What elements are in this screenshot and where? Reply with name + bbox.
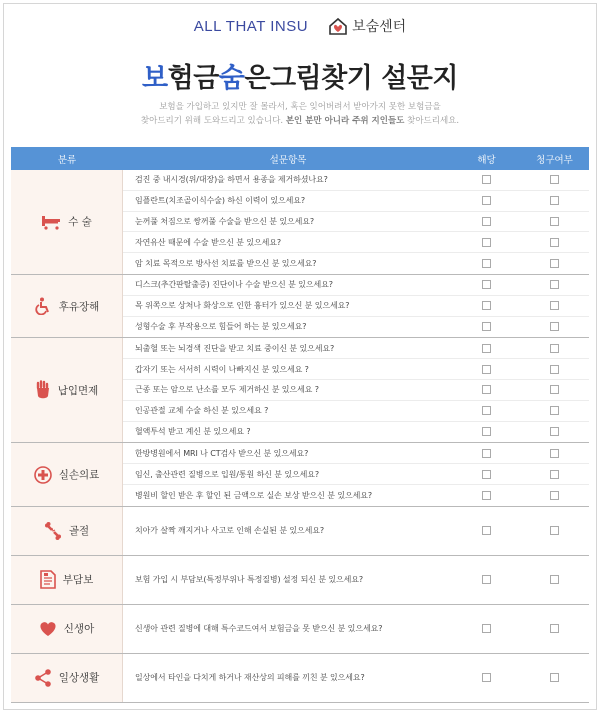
- table-row: [123, 296, 589, 317]
- claimed-cell: [520, 575, 589, 584]
- applies-cell: [453, 238, 520, 247]
- applies-cell: [453, 196, 520, 205]
- table-row: [123, 401, 589, 422]
- claimed-checkbox[interactable]: [550, 196, 559, 205]
- question-rows: [123, 275, 589, 337]
- applies-cell: [453, 175, 520, 184]
- claimed-checkbox[interactable]: [550, 526, 559, 535]
- claimed-cell: [520, 365, 589, 374]
- header-applies: 해당: [477, 154, 496, 166]
- applies-checkbox[interactable]: [482, 322, 491, 331]
- applies-cell: [453, 385, 520, 394]
- category-cell: [11, 338, 123, 442]
- question-text: 일상에서 타인을 다치게 하거나 재산상의 피해를 끼친 분 있으세요?: [135, 673, 365, 683]
- question-text: 병원비 할인 받은 후 할인 된 금액으로 실손 보상 받으신 분 있으세요?: [135, 490, 372, 500]
- applies-checkbox[interactable]: [482, 575, 491, 584]
- question-text: 인공관절 교체 수술 하신 분 있으세요 ?: [135, 406, 269, 416]
- applies-cell: [453, 217, 520, 226]
- category-group: [11, 275, 589, 338]
- question-text: 근종 또는 암으로 난소를 모두 제거하신 분 있으세요 ?: [135, 385, 319, 395]
- applies-cell: [453, 406, 520, 415]
- table-row: [123, 443, 589, 464]
- question-text: 디스크(추간판탈출증) 진단이나 수술 받으신 분 있으세요?: [135, 280, 333, 290]
- applies-cell: [453, 575, 520, 584]
- title-highlight-2: 숨: [218, 63, 245, 94]
- category-group: [11, 605, 589, 654]
- applies-checkbox[interactable]: [482, 217, 491, 226]
- table-row: [123, 170, 589, 191]
- question-text: 보험 가입 시 부담보(특정부위나 특정질병) 설정 되신 분 있으세요?: [135, 575, 364, 585]
- bosum-house-heart-icon: [328, 17, 348, 35]
- category-cell: [11, 443, 123, 505]
- applies-checkbox[interactable]: [482, 301, 491, 310]
- claimed-cell: [520, 196, 589, 205]
- intro-description: [0, 100, 600, 128]
- claimed-checkbox[interactable]: [550, 238, 559, 247]
- claimed-checkbox[interactable]: [550, 259, 559, 268]
- heart-icon: [39, 621, 57, 637]
- applies-checkbox[interactable]: [482, 470, 491, 479]
- page-title: [0, 56, 600, 95]
- applies-cell: [453, 673, 520, 682]
- table-row: [123, 359, 589, 380]
- category-label: 실손의료: [58, 469, 100, 482]
- claimed-checkbox[interactable]: [550, 344, 559, 353]
- question-rows: [123, 654, 589, 702]
- table-row: [123, 338, 589, 359]
- claimed-cell: [520, 385, 589, 394]
- applies-checkbox[interactable]: [482, 365, 491, 374]
- applies-checkbox[interactable]: [482, 259, 491, 268]
- applies-checkbox[interactable]: [482, 196, 491, 205]
- header-category: 분류: [57, 154, 77, 166]
- desc-line-1: 보험을 가입하고 있지만 잘 몰라서, 혹은 잊어버려서 받아가지 못한 보험금을: [159, 102, 441, 112]
- applies-checkbox[interactable]: [482, 673, 491, 682]
- category-label: 부담보: [62, 574, 94, 587]
- category-label: 납입면제: [57, 384, 99, 397]
- applies-checkbox[interactable]: [482, 427, 491, 436]
- question-text: 눈꺼풀 처짐으로 쌍꺼풀 수술을 받으신 분 있으세요?: [135, 216, 314, 226]
- claimed-checkbox[interactable]: [550, 385, 559, 394]
- claimed-checkbox[interactable]: [550, 575, 559, 584]
- claimed-checkbox[interactable]: [550, 427, 559, 436]
- category-group: [11, 507, 589, 556]
- bosum-center-logo: [328, 16, 406, 36]
- applies-checkbox[interactable]: [482, 385, 491, 394]
- table-row: [123, 422, 589, 443]
- question-text: 임신, 출산관련 질병으로 입원/통원 하신 분 있으세요?: [135, 469, 320, 479]
- table-row: [123, 275, 589, 296]
- desc-line-2-c: 찾아드리세요.: [404, 116, 460, 126]
- claimed-cell: [520, 673, 589, 682]
- claimed-checkbox[interactable]: [550, 470, 559, 479]
- applies-checkbox[interactable]: [482, 280, 491, 289]
- claimed-cell: [520, 624, 589, 633]
- question-text: 목 위쪽으로 상처나 화상으로 인한 흉터가 있으신 분 있으세요?: [135, 301, 350, 311]
- question-text: 자연유산 때문에 수술 받으신 분 있으세요?: [135, 237, 282, 247]
- applies-cell: [453, 624, 520, 633]
- allthatinsu-logo: ALL THAT INSU: [193, 17, 309, 35]
- category-cell: [11, 275, 123, 337]
- applies-cell: [453, 449, 520, 458]
- claimed-cell: [520, 301, 589, 310]
- question-text: 한방병원에서 MRI 나 CT검사 받으신 분 있으세요?: [135, 448, 309, 458]
- applies-checkbox[interactable]: [482, 238, 491, 247]
- question-rows: [123, 338, 589, 442]
- applies-checkbox[interactable]: [482, 406, 491, 415]
- applies-cell: [453, 259, 520, 268]
- category-cell: [11, 605, 123, 653]
- applies-checkbox[interactable]: [482, 449, 491, 458]
- title-part-1: 험금: [167, 63, 219, 94]
- category-label: 골절: [68, 525, 90, 538]
- question-text: 치아가 살짝 깨지거나 사고로 인해 손실된 분 있으세요?: [135, 526, 325, 536]
- category-cell: [11, 654, 123, 702]
- applies-cell: [453, 491, 520, 500]
- applies-checkbox[interactable]: [482, 491, 491, 500]
- applies-cell: [453, 322, 520, 331]
- question-text: 검진 중 내시경(위/대장)을 하면서 용종을 제거하셨나요?: [135, 175, 328, 185]
- brand-header: [0, 14, 600, 38]
- question-rows: [123, 605, 589, 653]
- claimed-cell: [520, 406, 589, 415]
- desc-line-2: [0, 114, 600, 128]
- question-text: 성형수술 후 부작용으로 힘들어 하는 분 있으세요?: [135, 322, 307, 332]
- table-header: [11, 147, 589, 170]
- table-row: [123, 654, 589, 702]
- claimed-cell: [520, 491, 589, 500]
- claimed-checkbox[interactable]: [550, 624, 559, 633]
- document-icon: [40, 570, 56, 589]
- applies-checkbox[interactable]: [482, 344, 491, 353]
- table-row: [123, 507, 589, 555]
- table-row: [123, 380, 589, 401]
- question-rows: [123, 443, 589, 505]
- survey-table: [11, 147, 589, 703]
- claimed-checkbox[interactable]: [550, 673, 559, 682]
- wheelchair-icon: [34, 297, 52, 315]
- question-text: 임플란트(치조골이식수술) 하신 이력이 있으세요?: [135, 196, 306, 206]
- table-row: [123, 317, 589, 338]
- claimed-checkbox[interactable]: [550, 322, 559, 331]
- medical-cross-icon: [34, 466, 52, 484]
- question-rows: [123, 556, 589, 604]
- applies-checkbox[interactable]: [482, 526, 491, 535]
- category-group: [11, 338, 589, 443]
- category-label: 수 술: [68, 216, 92, 229]
- category-cell: [11, 170, 123, 274]
- table-row: [123, 232, 589, 253]
- table-row: [123, 485, 589, 506]
- category-cell: [11, 556, 123, 604]
- claimed-cell: [520, 280, 589, 289]
- category-group: [11, 170, 589, 275]
- header-claimed: 청구여부: [536, 154, 573, 166]
- claimed-checkbox[interactable]: [550, 301, 559, 310]
- category-label: 일상생활: [58, 672, 100, 685]
- applies-checkbox[interactable]: [482, 175, 491, 184]
- question-text: 암 치료 목적으로 방사선 치료를 받으신 분 있으세요?: [135, 259, 317, 269]
- surgery-bed-icon: [41, 214, 61, 230]
- category-group: [11, 654, 589, 703]
- question-rows: [123, 170, 589, 274]
- table-body: [11, 170, 589, 703]
- claimed-cell: [520, 322, 589, 331]
- claimed-cell: [520, 470, 589, 479]
- table-row: [123, 253, 589, 274]
- question-text: 갑자기 또는 서서히 시력이 나빠지신 분 있으세요 ?: [135, 364, 309, 374]
- claimed-checkbox[interactable]: [550, 175, 559, 184]
- category-group: [11, 443, 589, 506]
- claimed-cell: [520, 427, 589, 436]
- applies-cell: [453, 470, 520, 479]
- claimed-cell: [520, 238, 589, 247]
- header-question: 설문항목: [269, 154, 307, 166]
- claimed-checkbox[interactable]: [550, 365, 559, 374]
- claimed-cell: [520, 217, 589, 226]
- bosum-center-label: 보숨센터: [352, 19, 407, 35]
- desc-line-2-b: 본인 분만 아니라 주위 지인들도: [285, 116, 405, 126]
- table-row: [123, 556, 589, 604]
- title-part-2: 은그림찾기 설문지: [244, 63, 458, 94]
- claimed-cell: [520, 259, 589, 268]
- claimed-checkbox[interactable]: [550, 217, 559, 226]
- claimed-checkbox[interactable]: [550, 280, 559, 289]
- broken-bone-icon: [44, 522, 62, 540]
- applies-cell: [453, 280, 520, 289]
- table-row: [123, 464, 589, 485]
- title-highlight-1: 보: [142, 63, 168, 94]
- table-row: [123, 212, 589, 233]
- table-row: [123, 191, 589, 212]
- desc-line-2-a: 찾아드리기 위해 도와드리고 있습니다.: [140, 116, 286, 126]
- category-label: 신생아: [63, 623, 95, 636]
- claimed-checkbox[interactable]: [550, 406, 559, 415]
- claimed-checkbox[interactable]: [550, 491, 559, 500]
- question-rows: [123, 507, 589, 555]
- applies-cell: [453, 344, 520, 353]
- applies-checkbox[interactable]: [482, 624, 491, 633]
- question-text: 혈액투석 받고 계신 분 있으세요 ?: [135, 427, 251, 437]
- applies-cell: [453, 301, 520, 310]
- category-cell: [11, 507, 123, 555]
- claimed-checkbox[interactable]: [550, 449, 559, 458]
- question-text: 뇌출혈 또는 뇌경색 진단을 받고 치료 중이신 분 있으세요?: [135, 343, 335, 353]
- claimed-cell: [520, 344, 589, 353]
- category-label: 후유장해: [58, 300, 100, 313]
- claimed-cell: [520, 175, 589, 184]
- raised-hand-icon: [35, 380, 51, 400]
- claimed-cell: [520, 526, 589, 535]
- question-text: 신생아 관련 질병에 대해 특수코드여서 보험금을 못 받으신 분 있으세요?: [135, 624, 383, 634]
- table-row: [123, 605, 589, 653]
- applies-cell: [453, 427, 520, 436]
- share-nodes-icon: [34, 669, 52, 687]
- applies-cell: [453, 526, 520, 535]
- claimed-cell: [520, 449, 589, 458]
- applies-cell: [453, 365, 520, 374]
- category-group: [11, 556, 589, 605]
